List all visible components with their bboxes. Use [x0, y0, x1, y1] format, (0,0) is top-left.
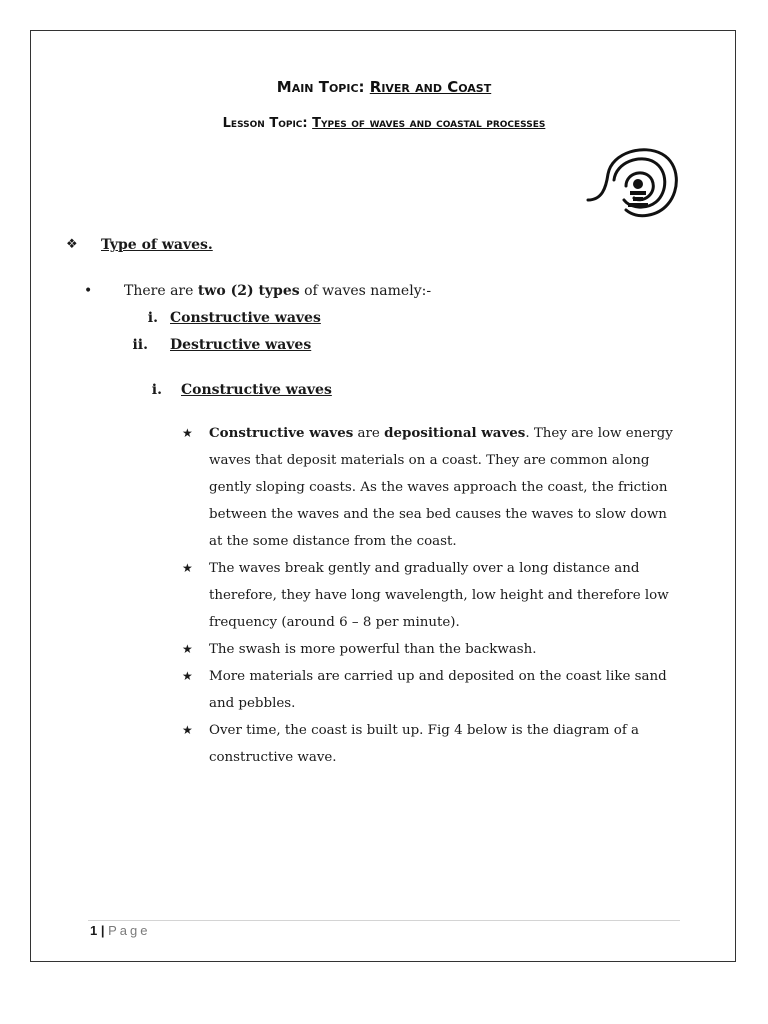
star-bullet-icon: ★ — [182, 426, 193, 440]
point-1-bold-a: Constructive waves — [209, 425, 354, 441]
intro-bullet: • — [84, 283, 93, 299]
star-bullet-icon: ★ — [182, 723, 193, 737]
intro-post: of waves namely:- — [299, 283, 432, 299]
main-topic-prefix: Main Topic: — [276, 78, 370, 96]
intro-pre: There are — [124, 283, 198, 299]
page-word: Page — [108, 923, 151, 938]
footer-separator: | — [97, 923, 109, 938]
point-1-bold-b: depositional waves — [384, 425, 526, 441]
point-4: More materials are carried up and deposited on the coast like sand and pebbles. — [209, 669, 667, 711]
star-bullet-icon: ★ — [182, 669, 193, 683]
point-3: The swash is more powerful than the backwash. — [209, 642, 537, 657]
wave-logo-icon — [584, 144, 680, 226]
main-topic-value: River and Coast — [369, 78, 492, 96]
subsection-title: Constructive waves — [181, 382, 332, 398]
intro-bold: two (2) types — [197, 283, 300, 299]
section-marker-icon: ❖ — [66, 237, 78, 252]
point-1-text-a: are — [353, 426, 385, 441]
intro-text — [124, 283, 431, 299]
list-numeral-1: i. — [147, 310, 158, 326]
footer-divider — [88, 920, 680, 921]
subsection-numeral: i. — [151, 382, 162, 398]
point-5: Over time, the coast is built up. Fig 4 below is the diagram of a constructive wave. — [209, 723, 640, 765]
section-title: Type of waves. — [101, 237, 213, 253]
lesson-topic-value: Types of waves and coastal processes — [312, 116, 546, 131]
point-2: The waves break gently and gradually over a long distance and therefore, they have long wavelength, low height and therefore low frequency (around 6 – 8 per minute). — [209, 561, 669, 630]
list-label-constructive: Constructive waves — [170, 310, 321, 326]
lesson-topic-heading — [0, 116, 768, 131]
page-number: 1 — [90, 923, 98, 938]
page-footer — [90, 923, 150, 938]
list-label-destructive: Destructive waves — [170, 337, 312, 353]
main-topic-heading — [0, 78, 768, 96]
list-numeral-2: ii. — [132, 337, 148, 353]
point-1-text-b: . They are low energy waves that deposit materials on a coast. They are common along gently sloping coasts. As the waves approach the coast, the friction between the waves and the sea bed causes the waves to slow down at the some distance from the coast. — [209, 426, 673, 549]
star-bullet-icon: ★ — [182, 561, 193, 575]
point-1 — [209, 420, 679, 555]
star-bullet-icon: ★ — [182, 642, 193, 656]
lesson-topic-prefix: Lesson Topic: — [222, 116, 313, 131]
